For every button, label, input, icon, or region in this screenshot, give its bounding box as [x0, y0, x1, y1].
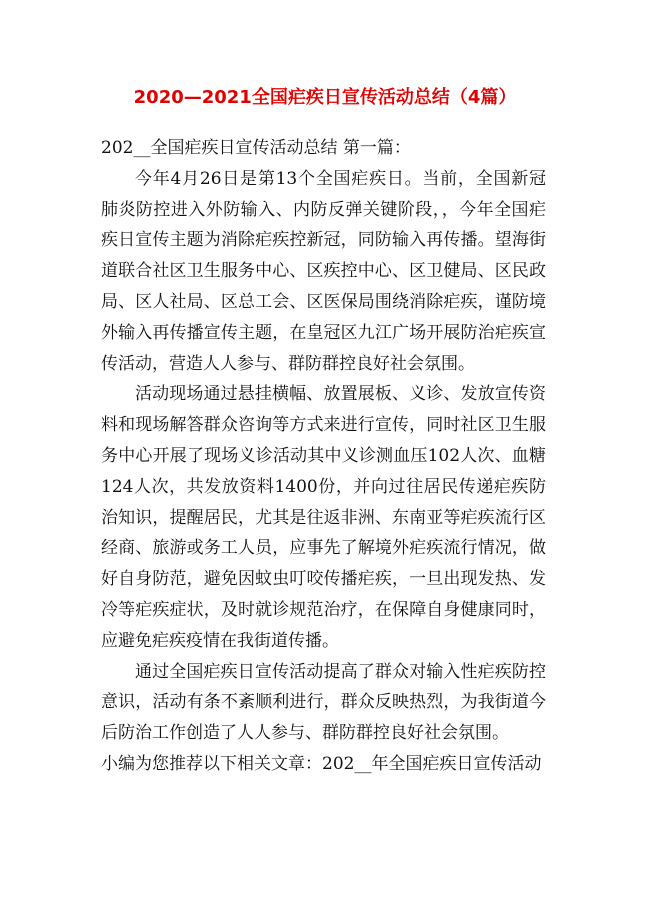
document-body: [101, 133, 546, 780]
body-paragraph-1: 今年4月26日是第13个全国疟疾日。当前，全国新冠肺炎防控进入外防输入、内防反弹关键阶段，，今年全国疟疾日宣传主题为消除疟疾控新冠，同防输入再传播。望海街道联合社区卫生服务中心、区疾控中心、区卫健局、区民政局、区人社局、区总工会、区医保局围绕消除疟疾，谨防境外输入再传播宣传主题，在皇冠区九江广场开展防治疟疾宣传活动，营造人人参与、群防群控良好社会氛围。: [101, 168, 546, 374]
body-paragraph-2: 活动现场通过悬挂横幅、放置展板、义诊、发放宣传资料和现场解答群众咨询等方式来进行宣传，同时社区卫生服务中心开展了现场义诊活动其中义诊测血压102人次、血糖124人次，共发放资料1400份，并向过往居民传递疟疾防治知识，提醒居民，尤其是往返非洲、东南亚等疟疾流行区经商、旅游或务工人员，应事先了解境外疟疾流行情况，做好自身防范，避免因蚊虫叮咬传播疟疾，一旦出现发热、发冷等疟疾症状，及时就诊规范治疗，在保障自身健康同时，应避免疟疾疫情在我街道传播。: [101, 384, 546, 651]
section-heading: 202__全国疟疾日宣传活动总结 第一篇：: [101, 138, 411, 158]
body-paragraph-3: 通过全国疟疾日宣传活动提高了群众对输入性疟疾防控意识，活动有条不紊顺利进行，群众反映热烈，为我街道今后防治工作创造了人人参与、群防群控良好社会氛围。: [101, 661, 546, 744]
document-title: 2020—2021全国疟疾日宣传活动总结（4篇）: [133, 87, 517, 108]
recommendation-line: 小编为您推荐以下相关文章：202__年全国疟疾日宣传活动: [101, 753, 542, 774]
